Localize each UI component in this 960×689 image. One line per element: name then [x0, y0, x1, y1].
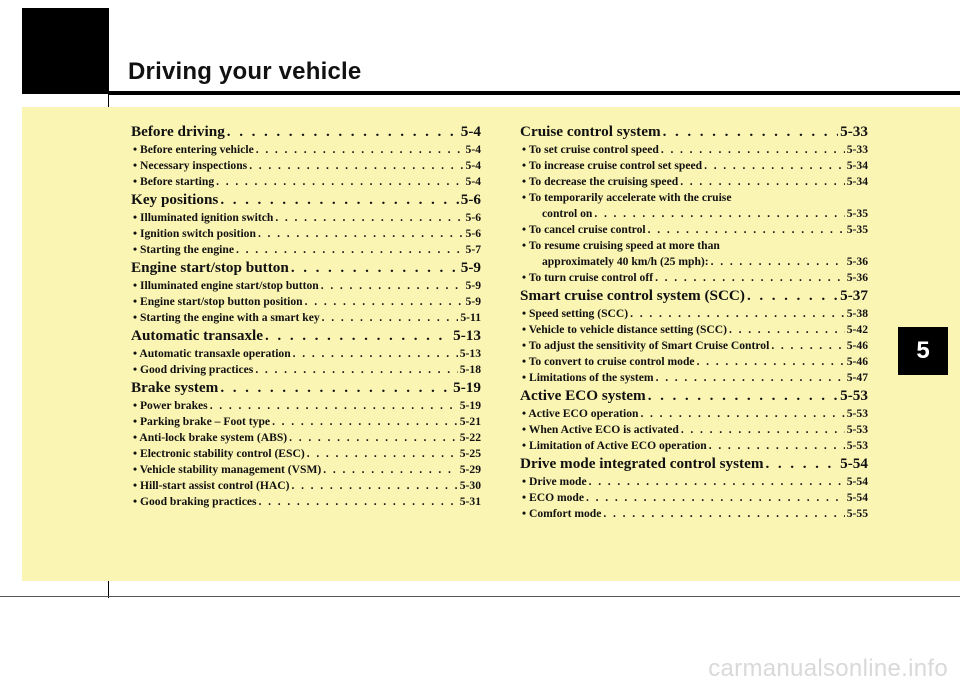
toc-section-label: Brake system — [131, 379, 219, 396]
toc-section[interactable] — [131, 122, 481, 142]
dot-leader — [630, 306, 845, 322]
dot-leader — [697, 354, 845, 370]
dot-leader — [663, 122, 839, 142]
toc-entry-label: • Before entering vehicle — [133, 143, 254, 156]
toc-section[interactable] — [520, 454, 868, 474]
toc-entry-page: 5-13 — [459, 347, 481, 360]
toc-entry-continued-page: 5-36 — [846, 255, 868, 268]
toc-section-label: Drive mode integrated control system — [520, 455, 764, 472]
toc-entry-page: 5-35 — [846, 223, 868, 236]
toc-entry-page: 5-4 — [465, 143, 481, 156]
dot-leader — [236, 242, 464, 258]
dot-leader — [709, 438, 845, 454]
toc-entry-label: • To decrease the cruising speed — [522, 175, 679, 188]
dot-leader — [704, 158, 845, 174]
toc-section[interactable] — [131, 378, 481, 398]
toc-entry[interactable] — [520, 354, 868, 370]
toc-entry-label: • Comfort mode — [522, 507, 602, 520]
toc-section-page: 5-19 — [453, 379, 481, 396]
toc-entry-label: • ECO mode — [522, 491, 585, 504]
dot-leader — [323, 462, 457, 478]
toc-entry-label: • To resume cruising speed at more than — [522, 239, 720, 252]
toc-entry[interactable] — [131, 294, 481, 310]
toc-entry-label: • Power brakes — [133, 399, 208, 412]
toc-entry-page: 5-55 — [846, 507, 868, 520]
toc-entry[interactable] — [131, 310, 481, 326]
dot-leader — [729, 322, 845, 338]
toc-entry-page: 5-29 — [459, 463, 481, 476]
toc-entry[interactable] — [131, 414, 481, 430]
toc-entry-page: 5-7 — [465, 243, 481, 256]
toc-section-label: Before driving — [131, 123, 225, 140]
toc-entry-continued-label: control on — [542, 207, 593, 220]
dot-leader — [216, 174, 463, 190]
toc-entry-label: • Speed setting (SCC) — [522, 307, 629, 320]
toc-entry[interactable] — [131, 430, 481, 446]
toc-entry-page: 5-19 — [459, 399, 481, 412]
dot-leader — [681, 422, 845, 438]
dot-leader — [771, 338, 844, 354]
toc-entry-label: • Illuminated engine start/stop button — [133, 279, 319, 292]
dot-leader — [747, 286, 838, 306]
toc-section[interactable] — [520, 386, 868, 406]
toc-section-page: 5-6 — [460, 191, 481, 208]
dot-leader — [220, 378, 451, 398]
toc-entry[interactable] — [131, 346, 481, 362]
toc-section[interactable] — [520, 286, 868, 306]
dot-leader — [227, 122, 459, 142]
toc-section-label: Engine start/stop button — [131, 259, 289, 276]
toc-entry[interactable] — [131, 446, 481, 462]
toc-entry[interactable] — [520, 438, 868, 454]
toc-entry-label: • Parking brake – Foot type — [133, 415, 271, 428]
toc-entry-label: • Vehicle stability management (VSM) — [133, 463, 322, 476]
toc-entry-label: • Engine start/stop button position — [133, 295, 303, 308]
toc-section-page: 5-54 — [840, 455, 868, 472]
toc-entry-label: • Illuminated ignition switch — [133, 211, 274, 224]
toc-entry-label: • Before starting — [133, 175, 215, 188]
toc-entry-label: • To convert to cruise control mode — [522, 355, 695, 368]
toc-entry-page: 5-54 — [846, 491, 868, 504]
toc-entry-page: 5-34 — [846, 175, 868, 188]
toc-entry[interactable] — [131, 462, 481, 478]
toc-entry[interactable] — [131, 278, 481, 294]
dot-leader — [661, 142, 845, 158]
toc-entry[interactable] — [520, 306, 868, 322]
dot-leader — [322, 310, 459, 326]
toc-entry[interactable] — [520, 142, 868, 158]
toc-entry[interactable] — [131, 174, 481, 190]
toc-section-label: Smart cruise control system (SCC) — [520, 287, 745, 304]
dot-leader — [648, 386, 838, 406]
toc-entry[interactable] — [520, 422, 868, 438]
toc-entry-page: 5-25 — [459, 447, 481, 460]
dot-leader — [640, 406, 844, 422]
toc-section-label: Cruise control system — [520, 123, 661, 140]
toc-entry[interactable] — [520, 174, 868, 190]
toc-section-page: 5-53 — [840, 387, 868, 404]
toc-entry-label: • Anti-lock brake system (ABS) — [133, 431, 288, 444]
title-rule — [108, 91, 960, 95]
toc-entry-label: • To turn cruise control off — [522, 271, 654, 284]
toc-left-column — [131, 122, 481, 510]
toc-entry-page: 5-42 — [846, 323, 868, 336]
dot-leader — [291, 258, 459, 278]
toc-entry-continued-page: 5-35 — [846, 207, 868, 220]
toc-entry[interactable] — [520, 270, 868, 286]
chapter-tab: 5 — [898, 327, 948, 375]
toc-entry-label: • Automatic transaxle operation — [133, 347, 291, 360]
dot-leader — [210, 398, 458, 414]
toc-entry-page: 5-30 — [459, 479, 481, 492]
toc-entry-label: • Drive mode — [522, 475, 587, 488]
toc-entry[interactable] — [131, 226, 481, 242]
dot-leader — [249, 158, 463, 174]
dot-leader — [655, 270, 845, 286]
toc-entry-label: • When Active ECO is activated — [522, 423, 679, 436]
page-title: Driving your vehicle — [128, 58, 362, 85]
toc-entry-page: 5-4 — [465, 159, 481, 172]
toc-entry-label: • Limitation of Active ECO operation — [522, 439, 707, 452]
toc-entry-label: • Electronic stability control (ESC) — [133, 447, 305, 460]
toc-entry-page: 5-46 — [846, 355, 868, 368]
toc-entry[interactable] — [131, 210, 481, 226]
toc-entry[interactable] — [131, 158, 481, 174]
dot-leader — [293, 346, 458, 362]
toc-entry[interactable] — [520, 190, 868, 206]
toc-entry-page: 5-36 — [846, 271, 868, 284]
dot-leader — [711, 254, 845, 270]
toc-entry[interactable] — [520, 370, 868, 386]
toc-entry-continued[interactable] — [520, 254, 868, 270]
toc-entry[interactable] — [131, 362, 481, 378]
toc-entry[interactable] — [131, 494, 481, 510]
toc-entry-label: • Necessary inspections — [133, 159, 248, 172]
toc-entry-label: • To increase cruise control set speed — [522, 159, 703, 172]
toc-entry-page: 5-9 — [465, 295, 481, 308]
dot-leader — [220, 190, 458, 210]
toc-entry-page: 5-21 — [459, 415, 481, 428]
dot-leader — [307, 446, 458, 462]
dot-leader — [321, 278, 464, 294]
toc-entry[interactable] — [520, 506, 868, 522]
toc-entry[interactable] — [520, 322, 868, 338]
dot-leader — [289, 430, 458, 446]
toc-entry-page: 5-9 — [465, 279, 481, 292]
toc-entry-label: • Starting the engine with a smart key — [133, 311, 320, 324]
toc-entry[interactable] — [520, 222, 868, 238]
toc-entry-continued-label: approximately 40 km/h (25 mph): — [542, 255, 709, 268]
toc-entry-page: 5-18 — [459, 363, 481, 376]
dot-leader — [305, 294, 464, 310]
dot-leader — [291, 478, 457, 494]
toc-entry[interactable] — [131, 478, 481, 494]
toc-entry-page: 5-46 — [846, 339, 868, 352]
dot-leader — [259, 494, 458, 510]
toc-entry[interactable] — [520, 158, 868, 174]
dot-leader — [594, 206, 844, 222]
toc-entry[interactable] — [520, 474, 868, 490]
toc-section-page: 5-37 — [840, 287, 868, 304]
toc-entry-label: • Good braking practices — [133, 495, 257, 508]
toc-entry-label: • Ignition switch position — [133, 227, 256, 240]
toc-entry-continued[interactable] — [520, 206, 868, 222]
toc-entry[interactable] — [131, 142, 481, 158]
watermark: carmanualsonline.info — [708, 655, 948, 682]
toc-entry[interactable] — [520, 238, 868, 254]
toc-section[interactable] — [131, 258, 481, 278]
dot-leader — [256, 142, 464, 158]
toc-section[interactable] — [131, 326, 481, 346]
toc-entry[interactable] — [520, 338, 868, 354]
toc-entry-label: • To cancel cruise control — [522, 223, 646, 236]
toc-entry-page: 5-4 — [465, 175, 481, 188]
toc-section-page: 5-9 — [460, 259, 481, 276]
toc-entry[interactable] — [131, 398, 481, 414]
toc-section-label: Key positions — [131, 191, 219, 208]
toc-entry-label: • Starting the engine — [133, 243, 234, 256]
dot-leader — [255, 362, 457, 378]
toc-section[interactable] — [131, 190, 481, 210]
toc-entry-page: 5-38 — [846, 307, 868, 320]
toc-entry-label: • To set cruise control speed — [522, 143, 659, 156]
toc-entry-page: 5-6 — [465, 227, 481, 240]
toc-entry-page: 5-53 — [846, 407, 868, 420]
toc-entry-page: 5-53 — [846, 423, 868, 436]
toc-entry-page: 5-54 — [846, 475, 868, 488]
toc-entry-label: • Vehicle to vehicle distance setting (SCC) — [522, 323, 727, 336]
toc-section-page: 5-13 — [453, 327, 481, 344]
toc-entry-page: 5-47 — [846, 371, 868, 384]
chapter-header-block — [22, 8, 108, 94]
dot-leader — [272, 414, 458, 430]
toc-entry-page: 5-6 — [465, 211, 481, 224]
dot-leader — [766, 454, 839, 474]
toc-entry-page: 5-53 — [846, 439, 868, 452]
dot-leader — [680, 174, 845, 190]
dot-leader — [656, 370, 845, 386]
dot-leader — [258, 226, 464, 242]
toc-section-label: Automatic transaxle — [131, 327, 264, 344]
bottom-rule — [0, 596, 960, 597]
toc-section-label: Active ECO system — [520, 387, 646, 404]
toc-entry-label: • To temporarily accelerate with the cruise — [522, 191, 732, 204]
toc-entry-label: • Good driving practices — [133, 363, 254, 376]
toc-section[interactable] — [520, 122, 868, 142]
dot-leader — [603, 506, 844, 522]
dot-leader — [589, 474, 845, 490]
toc-entry[interactable] — [520, 406, 868, 422]
toc-entry-label: • Limitations of the system — [522, 371, 654, 384]
toc-entry-label: • Hill-start assist control (HAC) — [133, 479, 290, 492]
toc-entry-label: • To adjust the sensitivity of Smart Cruise Control — [522, 339, 770, 352]
dot-leader — [265, 326, 451, 346]
toc-entry-page: 5-22 — [459, 431, 481, 444]
dot-leader — [586, 490, 845, 506]
toc-entry[interactable] — [131, 242, 481, 258]
dot-leader — [648, 222, 845, 238]
toc-entry-page: 5-31 — [459, 495, 481, 508]
toc-entry-page: 5-33 — [846, 143, 868, 156]
toc-entry[interactable] — [520, 490, 868, 506]
dot-leader — [275, 210, 463, 226]
toc-entry-page: 5-11 — [460, 311, 481, 324]
toc-section-page: 5-33 — [840, 123, 868, 140]
toc-entry-page: 5-34 — [846, 159, 868, 172]
toc-right-column — [520, 122, 868, 522]
toc-entry-label: • Active ECO operation — [522, 407, 639, 420]
toc-section-page: 5-4 — [460, 123, 481, 140]
